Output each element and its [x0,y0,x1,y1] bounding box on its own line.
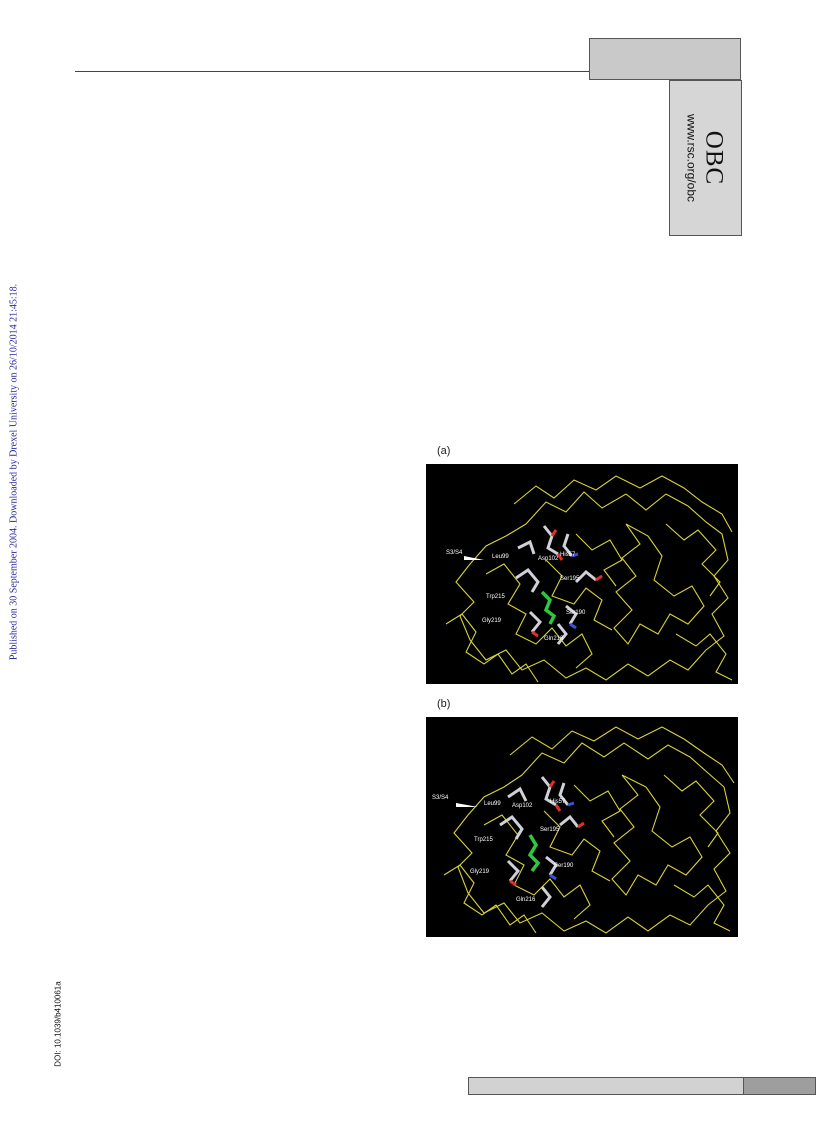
panel-a-label: (a) [437,445,451,457]
ligand [542,592,554,624]
residue-label: Asp102 [512,803,533,809]
residue-label: Gln216 [516,897,536,903]
residue-label: Ser190 [566,610,586,616]
header-rule [75,71,590,72]
figure-panel-b [426,717,738,937]
journal-tab [669,80,742,236]
residue-label: Leu99 [484,801,501,807]
residue-label: Ser190 [554,863,574,869]
publication-note[interactable] [4,272,24,672]
side-chains [500,777,584,907]
figure-panel-a [426,464,738,684]
residue-label: Gly219 [470,869,490,875]
backbone-trace [444,727,734,933]
side-chains [516,526,602,644]
backbone-trace [446,476,732,682]
doi-label [50,960,66,1088]
residue-label: Ser195 [540,827,560,833]
residue-label: Leu99 [492,554,509,560]
panel-b-label: (b) [437,698,451,710]
footer-tab [743,1077,816,1095]
residue-label: His57 [550,799,566,805]
residue-label: S3/S4 [432,795,449,801]
header-tab [589,38,741,80]
pointer-arrow [456,803,478,807]
residue-labels [446,550,586,642]
protein-structure-b [426,717,738,937]
publication-note-text[interactable]: Published on 30 September 2004. Downloaded by Drexel University on 26/10/2014 21:45:18. [8,283,20,661]
residue-label: Ser195 [560,576,580,582]
residue-label: Asp102 [538,556,559,562]
residue-label: Trp215 [486,594,505,600]
protein-structure-a [426,464,738,684]
residue-label: Gly219 [482,618,502,624]
residue-label: His57 [560,552,576,558]
doi-text: DOI: 10.1039/b410061a [53,981,63,1067]
pointer-arrow [464,556,484,560]
residue-labels [432,795,574,903]
journal-url: www.rsc.org/obc [684,113,699,203]
residue-label: Trp215 [474,837,493,843]
residue-label: S3/S4 [446,550,463,556]
residue-label: Gln216 [544,636,564,642]
ligand [530,835,538,871]
journal-name: OBC [700,130,728,186]
